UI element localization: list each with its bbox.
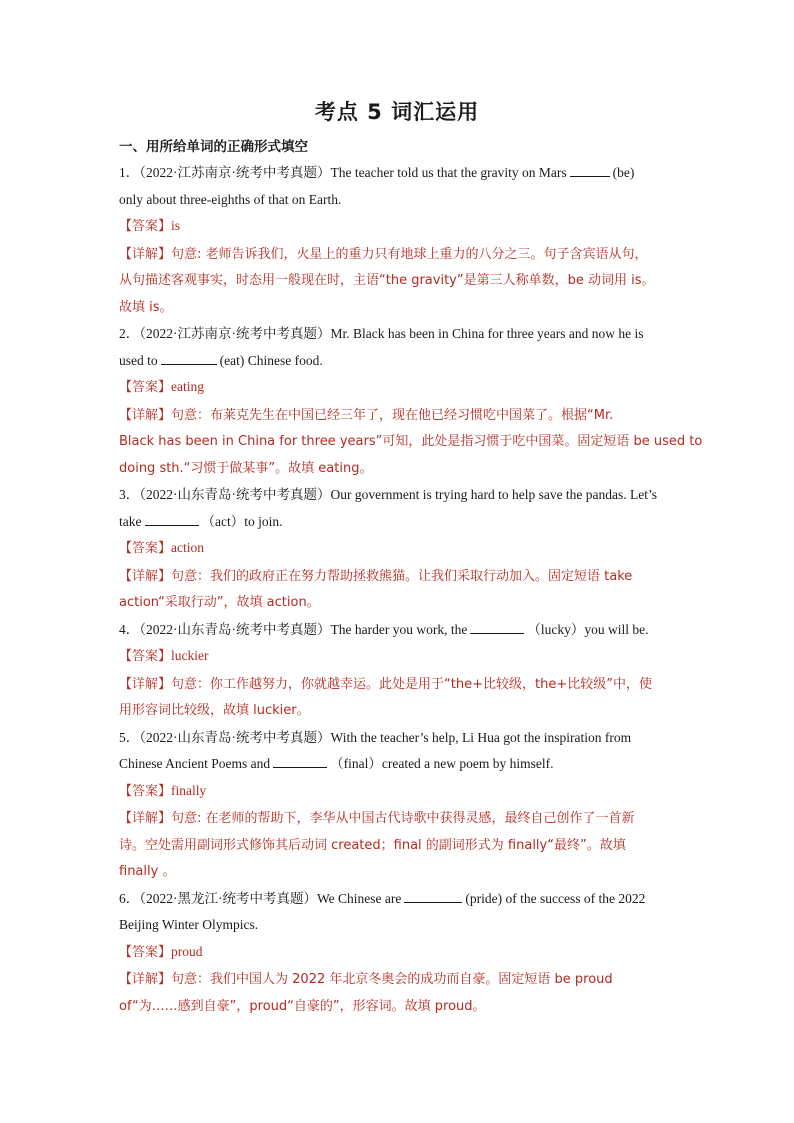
answer-blank [404,890,462,903]
detail-line: action“采取行动”，故填 action。 [119,595,320,610]
detail-line: 故填 is。 [119,299,173,315]
question-line: 1．（2022·江苏南京·统考中考真题）The teacher told us that the gravity on Mars (be) [119,165,635,180]
answer-blank [145,513,199,526]
question-line: take （act）to join. [119,513,283,529]
answer-line: 【答案】action [119,540,205,556]
answer-line: 【答案】proud [119,943,203,960]
question-line: 3．（2022·山东青岛·统考中考真题）Our government is trying hard to help save the pandas. Let’s [119,487,658,502]
question-line: 5．（2022·山东青岛·统考中考真题）With the teacher’s help, Li Hua got the inspiration from [119,729,632,745]
section-heading: 一、用所给单词的正确形式填空 [119,139,308,155]
detail-line: Black has been in China for three years”可知，此处是指习惯于吃中国菜。固定短语 be used to [119,434,703,449]
question-line: used to (eat) Chinese food. [119,352,323,368]
question-line: Beijing Winter Olympics. [119,917,259,932]
detail-line: finally 。 [119,864,176,879]
question-block-6 [119,886,679,1021]
question-block-3 [119,482,679,617]
detail-line: 从句描述客观事实，时态用一般现在时，主语“the gravity”是第三人称单数，be 动词用 is。 [119,273,655,288]
question-block-4 [119,617,679,725]
answer-blank [570,164,610,177]
detail-line: of“为……感到自豪”，proud“自豪的”，形容词。故填 proud。 [119,998,486,1014]
question-line: Chinese Ancient Poems and （final）created a new poem by himself. [119,756,554,771]
detail-line: 诗。空处需用副词形式修饰其后动词 created；final 的副词形式为 finally“最终”。故填 [119,837,626,853]
detail-line: 【详解】句意：你工作越努力，你就越幸运。此处是用于“the+比较级，the+比较级”中，使 [119,676,652,692]
detail-line: doing sth.“习惯于做某事”。故填 eating。 [119,460,373,476]
question-block-2 [119,321,703,482]
detail-line: 【详解】句意：我们中国人为 2022 年北京冬奥会的成功而自豪。固定短语 be proud [119,972,613,987]
answer-blank [470,621,524,634]
answer-line: 【答案】luckier [119,648,209,664]
question-line: only about three-eighths of that on Earth. [119,191,342,207]
question-line: 2．（2022·江苏南京·统考中考真题）Mr. Black has been in China for three years and now he is [119,326,644,341]
question-line: 4．（2022·山东青岛·统考中考真题）The harder you work, the （lucky）you will be. [119,621,649,637]
detail-line: 【详解】句意: 老师告诉我们，火星上的重力只有地球上重力的八分之三。句子含宾语从句， [119,246,648,262]
question-block-5 [119,725,679,886]
detail-line: 【详解】句意: 在老师的帮助下，李华从中国古代诗歌中获得灵感，最终自己创作了一首新 [119,811,635,826]
answer-line: 【答案】eating [119,379,205,395]
answer-line: 【答案】is [119,218,181,234]
detail-line: 【详解】句意：我们的政府正在努力帮助拯救熊猫。让我们采取行动加入。固定短语 take [119,568,633,584]
answer-blank [161,352,217,365]
detail-line: 用形容词比较级，故填 luckier。 [119,703,310,718]
answer-line: 【答案】finally [119,782,207,799]
page-title: 考点 5 词汇运用 [314,100,480,124]
detail-line: 【详解】句意：布莱克先生在中国已经三年了，现在他已经习惯吃中国菜了。根据“Mr. [119,407,614,423]
content-area [119,136,703,1020]
question-line: 6．（2022·黑龙江·统考中考真题）We Chinese are (pride) of the success of the 2022 [119,890,646,906]
answer-blank [273,755,327,768]
question-block-1 [119,160,679,321]
